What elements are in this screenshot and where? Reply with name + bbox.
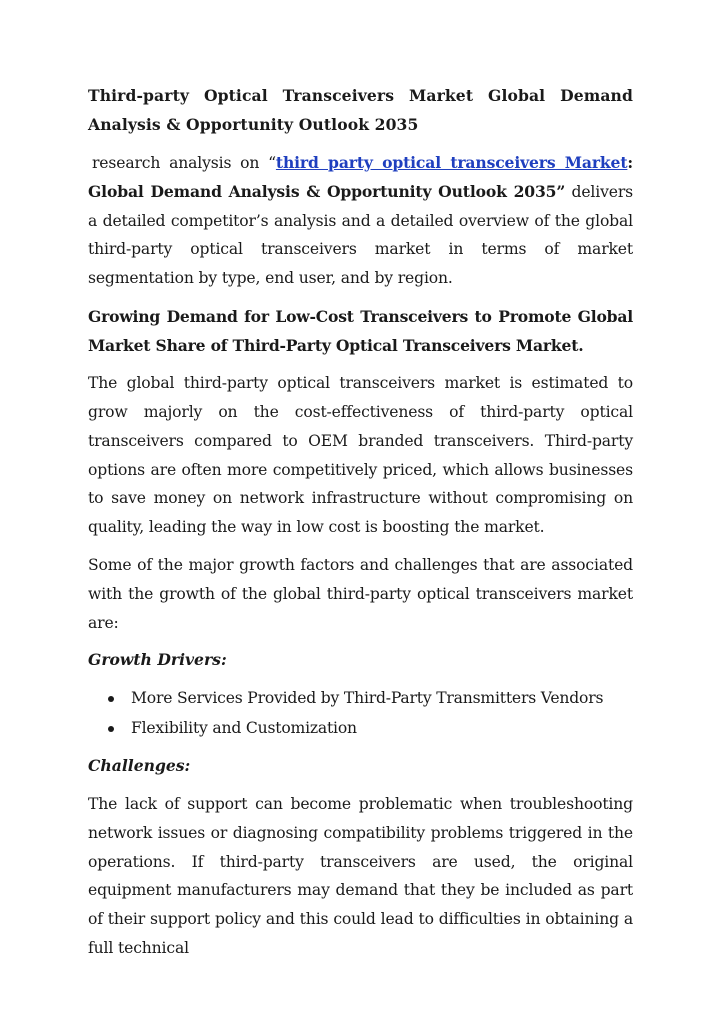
challenges-paragraph: The lack of support can become problematic when troubleshooting network issues or diagnosing compatibility problems triggered in the operations. If third-party transceivers are used, the original equipment manufacturers may demand that they be included as part of their support policy and this could lead to difficulties in obtaining a full technical (88, 794, 633, 957)
document-page (88, 82, 633, 963)
list-item-text: More Services Provided by Third-Party Transmitters Vendors (131, 689, 604, 708)
section-subheading: Growing Demand for Low-Cost Transceivers to Promote Global Market Share of Third-Party Optical Transceivers Market. (88, 306, 633, 355)
list-item (88, 684, 633, 714)
intro-rest: delivers a detailed competitor’s analysis and a detailed overview of the global third-party optical transceivers market in terms of market segmentation by type, end user, and by region. (88, 182, 633, 288)
challenges-label: Challenges: (88, 756, 191, 776)
document-title: Third-party Optical Transceivers Market Global Demand Analysis & Opportunity Outlook 2035 (88, 86, 633, 134)
market-paragraph: The global third-party optical transceivers market is estimated to grow majorly on the cost-effectiveness of third-party optical transceivers compared to OEM branded transceivers. Third-party options are often more competitively priced, which allows businesses to save money on network infrastructure without compromising on quality, leading the way in low cost is boosting the market. (88, 374, 633, 537)
intro-lead: research analysis on “ (92, 154, 276, 172)
market-report-link[interactable]: third party optical transceivers Market (275, 153, 628, 172)
bullet-icon (108, 726, 114, 732)
list-item-text: Flexibility and Customization (131, 718, 357, 737)
intro-paragraph (88, 149, 633, 293)
growth-drivers-list (88, 684, 633, 743)
list-item (88, 714, 633, 744)
growth-drivers-label: Growth Drivers: (88, 650, 227, 670)
factors-paragraph: Some of the major growth factors and challenges that are associated with the growth of the global third-party optical transceivers market are: (88, 555, 633, 632)
intro-report-title: : Global Demand Analysis & Opportunity Outlook 2035” (88, 153, 633, 201)
bullet-icon (108, 696, 114, 702)
